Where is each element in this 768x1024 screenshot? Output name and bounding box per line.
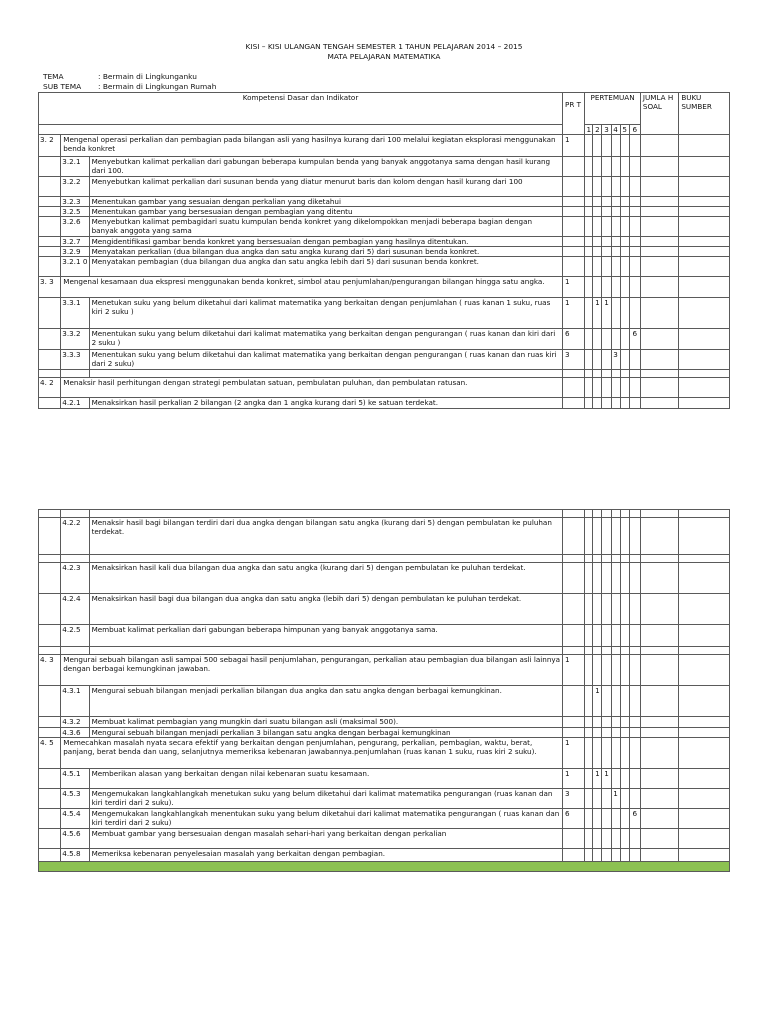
prt-value: 1 (563, 277, 585, 298)
indicator-text: Menaksirkan hasil bagi dua bilangan dua angka dan satu angka (lebih dari 5) dengan pembulatan ke puluhan terdekat. (89, 594, 562, 625)
pertemuan-1: 1 (586, 125, 592, 134)
kd-number: 4. 3 (39, 655, 61, 686)
header-row-2 (39, 125, 730, 135)
header-prt: PR T (563, 93, 585, 135)
table-row (39, 350, 730, 370)
table-row (39, 298, 730, 329)
spacer-row (39, 647, 730, 655)
table-row (39, 257, 730, 277)
header-pertemuan: PERTEMUAN (585, 93, 641, 125)
indicator-text: Menaksir hasil bagi bilangan terdiri dari dua angka dengan bilangan satu angka (kurang dari 5) dengan pembulatan ke puluhan terdekat. (89, 518, 562, 555)
prt-value: 1 (563, 655, 585, 686)
table-row (39, 237, 730, 247)
pertemuan-2-value: 1 (593, 298, 602, 329)
pertemuan-5: 5 (620, 125, 629, 135)
pertemuan-3-value: 1 (602, 298, 611, 329)
header-kd: Kompetensi Dasar dan Indikator (39, 93, 563, 125)
subtema-row (43, 82, 216, 92)
theme-info (43, 72, 216, 91)
indicator-text: Menyebutkan kalimat perkalian dari susunan benda yang diatur menurut baris dan kolom dengan hasil kurang dari 100 (89, 177, 562, 197)
pertemuan-2: 2 (593, 125, 602, 135)
indicator-number: 4.3.6 (61, 728, 89, 738)
indicator-number: 4.2.5 (61, 625, 89, 647)
grid-table-part-2 (38, 509, 730, 872)
indicator-text: Menyebutkan kalimat perkalian dari gabungan beberapa kumpulan benda yang banyak anggotanya sama dengan hasil kurang dari 100. (89, 157, 562, 177)
indicator-text: Menentukan gambar yang bersesuaian dengan pembagian yang ditentu (89, 207, 562, 217)
prt-value: 3 (563, 350, 585, 370)
pertemuan-3-value: 1 (602, 769, 611, 789)
indicator-text: Menyatakan perkalian (dua bilangan dua angka dan satu angka kurang dari 5) dari susunan benda konkret. (89, 247, 562, 257)
indicator-number: 4.3.1 (61, 686, 89, 717)
indicator-text: Membuat kalimat pembagian yang mungkin dari suatu bilangan asli (maksimal 500). (89, 717, 562, 728)
indicator-text: Menentukan suku yang belum diketahui dari kalimat matematika yang berkaitan dengan pengurangan ( ruas kanan dan kiri dari 2 suku ) (89, 329, 562, 350)
pertemuan-4-value: 3 (611, 350, 620, 370)
indicator-number: 4.5.3 (61, 789, 89, 809)
header-row-1 (39, 93, 730, 125)
grid-table-part-1 (38, 92, 730, 409)
indicator-text: Menaksirkan hasil kali dua bilangan dua angka dan satu angka (kurang dari 5) dengan pembulatan ke puluhan terdekat. (89, 563, 562, 594)
indicator-number: 3.2.2 (61, 177, 89, 197)
prt-value: 1 (563, 769, 585, 789)
indicator-text: Menyebutkan kalimat pembagidari suatu kumpulan benda konkret yang dikelompokkan menjadi beberapa bagian dengan banyak anggota yang sama (89, 217, 562, 237)
table-row (39, 717, 730, 728)
indicator-text: Menentukan suku yang belum diketahui dan kalimat matematika yang berkaitan dengan pengurangan ( ruas kanan dan ruas kiri dari 2 suku) (89, 350, 562, 370)
indicator-number: 3.3.2 (61, 329, 89, 350)
indicator-text: Menentukan gambar yang sesuaian dengan perkalian yang diketahui (89, 197, 562, 207)
kd-number: 3. 3 (39, 277, 61, 298)
spacer-row (39, 370, 730, 378)
table-row (39, 217, 730, 237)
prt-value: 6 (563, 809, 585, 829)
indicator-number: 3.2.7 (61, 237, 89, 247)
tema-label: TEMA (43, 72, 64, 81)
table-row (39, 655, 730, 686)
indicator-number: 4.5.1 (61, 769, 89, 789)
subtema-label: SUB TEMA (43, 81, 82, 91)
prt-value: 1 (563, 298, 585, 329)
tema-row (43, 72, 216, 82)
table-row (39, 398, 730, 409)
indicator-text: Mengemukakan langkahlangkah menentukan suku yang belum diketahui dari kalimat matematika pengurangan ( ruas kanan dan kiri terdiri dari 2 suku) (89, 809, 562, 829)
header-buku-sumber: BUKU SUMBER (679, 93, 730, 135)
title-line-2: MATA PELAJARAN MATEMATIKA (327, 52, 441, 61)
indicator-text: Mengidentifikasi gambar benda konkret yang bersesuaian dengan pembagian yang hasilnya ditentukan. (89, 237, 562, 247)
indicator-text: Menaksirkan hasil perkalian 2 bilangan (2 angka dan 1 angka kurang dari 5) ke satuan terdekat. (89, 398, 562, 409)
indicator-number: 4.5.8 (61, 849, 89, 862)
indicator-number: 4.2.2 (61, 518, 89, 555)
prt-value: 6 (563, 329, 585, 350)
kd-text: Mengenal operasi perkalian dan pembagian pada bilangan asli yang hasilnya kurang dari 100 melalui kegiatan eksplorasi menggunakan benda konkret (61, 135, 563, 157)
tema-value: : Bermain di Lingkunganku (98, 72, 197, 81)
indicator-text: Mengurai sebuah bilangan menjadi perkalian bilangan dua angka dan satu angka dengan berbagai kemungkinan. (89, 686, 562, 717)
pertemuan-6-value: 6 (629, 329, 640, 350)
table-row (39, 686, 730, 717)
table-row (39, 247, 730, 257)
kd-text: Menaksir hasil perhitungan dengan strategi pembulatan satuan, pembulatan puluhan, dan pembulatan ratusan. (61, 378, 563, 398)
kd-number: 4. 2 (39, 378, 61, 398)
indicator-text: Memeriksa kebenaran penyelesaian masalah yang berkaitan dengan pembagian. (89, 849, 562, 862)
table-row (39, 207, 730, 217)
pertemuan-6: 6 (629, 125, 640, 135)
indicator-number: 3.2.1 0 (61, 257, 89, 277)
indicator-number: 3.2.9 (61, 247, 89, 257)
pertemuan-6-value: 6 (629, 809, 640, 829)
spacer-row (39, 555, 730, 563)
indicator-text: Membuat kalimat perkalian dari gabungan beberapa himpunan yang banyak anggotanya sama. (89, 625, 562, 647)
indicator-number: 3.2.5 (61, 207, 89, 217)
indicator-text: Mengemukakan langkahlangkah menetukan suku yang belum diketahui dari kalimat matematika pengurangan (ruas kanan dan kiri terdiri dari 2 suku). (89, 789, 562, 809)
table-row (39, 518, 730, 555)
table-row (39, 829, 730, 849)
kd-number: 4. 5 (39, 738, 61, 769)
indicator-number: 4.5.4 (61, 809, 89, 829)
kd-text: Memecahkan masalah nyata secara efektif yang berkaitan dengan penjumlahan, pengurang, perkalian, pembagian, waktu, berat, panjang, berat benda dan uang, selanjutnya memeriksa kebenaran jawabannya.penjumlahan (ruas kanan 1 suku, ruas kiri 2 suku). (61, 738, 563, 769)
table-row (39, 849, 730, 862)
table-row (39, 378, 730, 398)
table-row (39, 809, 730, 829)
pertemuan-4: 4 (611, 125, 620, 135)
prt-value: 1 (563, 738, 585, 769)
table-row (39, 277, 730, 298)
table-row (39, 625, 730, 647)
indicator-number: 3.2.1 (61, 157, 89, 177)
table-row (39, 728, 730, 738)
table-row (39, 563, 730, 594)
pertemuan-4-value: 1 (611, 789, 620, 809)
kd-text: Mengurai sebuah bilangan asli sampai 500 sebagai hasil penjumlahan, pengurangan, perkalian atau pembagian dua bilangan asli lainnya dengan berbagai kemungkinan jawaban. (61, 655, 563, 686)
document-title (0, 42, 768, 62)
indicator-number: 3.3.1 (61, 298, 89, 329)
indicator-number: 3.2.3 (61, 197, 89, 207)
table-row (39, 329, 730, 350)
table-row (39, 769, 730, 789)
indicator-number: 4.2.1 (61, 398, 89, 409)
spacer-row (39, 510, 730, 518)
indicator-number: 3.2.6 (61, 217, 89, 237)
indicator-number: 4.5.6 (61, 829, 89, 849)
kd-number: 3. 2 (39, 135, 61, 157)
indicator-number: 4.3.2 (61, 717, 89, 728)
table-row (39, 135, 730, 157)
indicator-text: Memberikan alasan yang berkaitan dengan nilai kebenaran suatu kesamaan. (89, 769, 562, 789)
table-row (39, 738, 730, 769)
header-blank (39, 125, 563, 135)
indicator-text: Membuat gambar yang bersesuaian dengan masalah sehari-hari yang berkaitan dengan perkalian (89, 829, 562, 849)
header-jumlah-soal: JUMLA H SOAL (640, 93, 678, 135)
pertemuan-3: 3 (602, 125, 611, 135)
subtema-value: : Bermain di Lingkungan Rumah (98, 81, 217, 91)
table-row (39, 789, 730, 809)
table-row (39, 197, 730, 207)
table-row (39, 177, 730, 197)
indicator-text: Mengurai sebuah bilangan menjadi perkalian 3 bilangan satu angka dengan berbagai kemungkinan (89, 728, 562, 738)
prt-value: 3 (563, 789, 585, 809)
indicator-number: 4.2.4 (61, 594, 89, 625)
title-line-1: KISI – KISI ULANGAN TENGAH SEMESTER 1 TAHUN PELAJARAN 2014 – 2015 (245, 42, 523, 51)
table-row (39, 594, 730, 625)
green-footer-band (39, 862, 730, 872)
pertemuan-2-value: 1 (593, 686, 602, 717)
table-row (39, 157, 730, 177)
pertemuan-2-value: 1 (593, 769, 602, 789)
prt-value: 1 (563, 135, 585, 157)
indicator-text: Menyatakan pembagian (dua bilangan dua angka dan satu angka lebih dari 5) dari susunan benda konkret. (89, 257, 562, 277)
indicator-number: 4.2.3 (61, 563, 89, 594)
indicator-text: Menetukan suku yang belum diketahui dari kalimat matematika yang berkaitan dengan penjumlahan ( ruas kanan 1 suku, ruas kiri 2 suku ) (89, 298, 562, 329)
kd-text: Mengenal kesamaan dua ekspresi menggunakan benda konkret, simbol atau penjumlahan/pengurangan bilangan hingga satu angka. (61, 277, 563, 298)
indicator-number: 3.3.3 (61, 350, 89, 370)
